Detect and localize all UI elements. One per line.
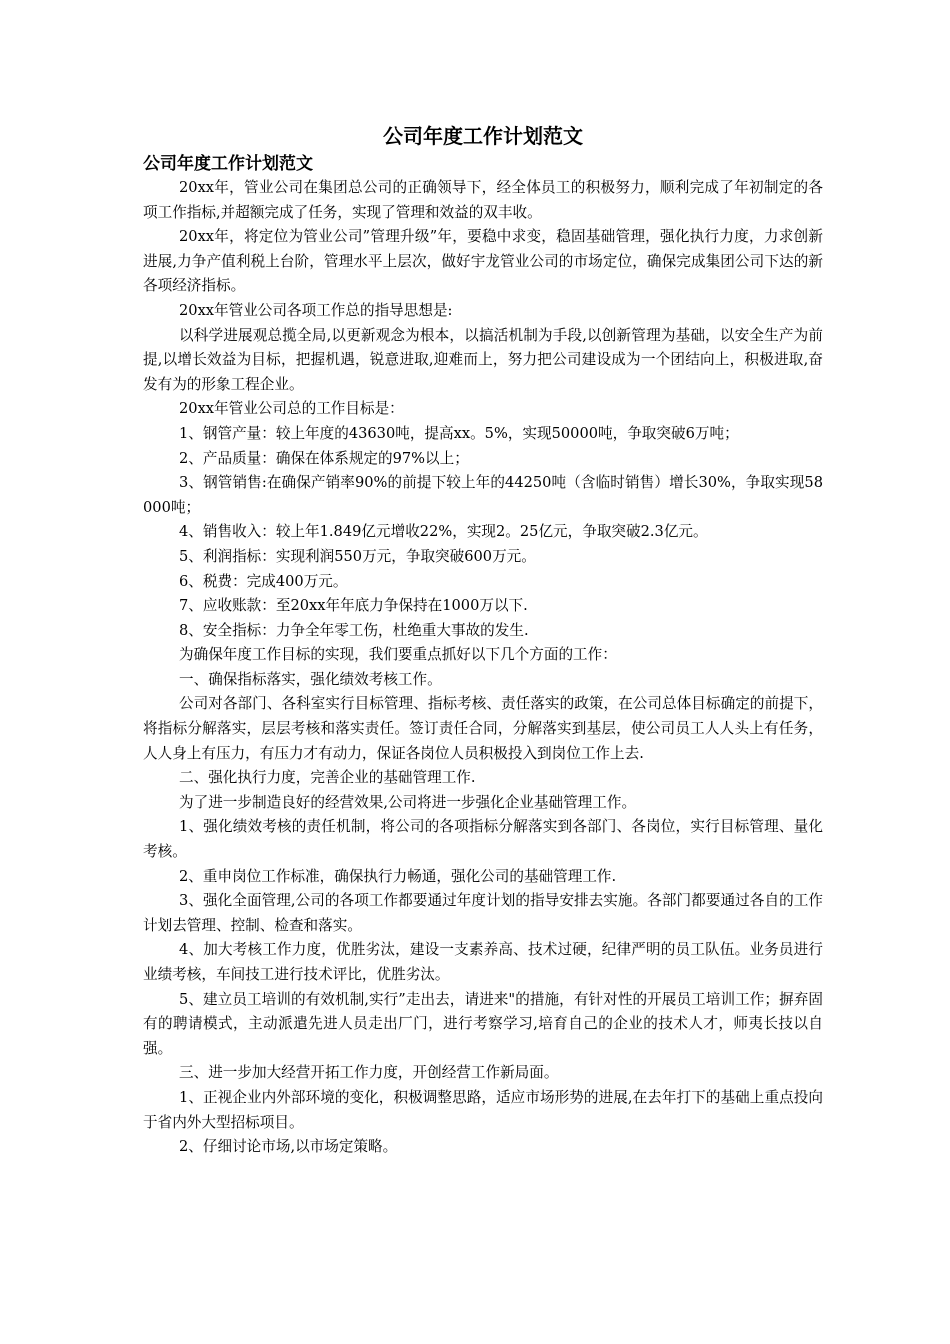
paragraph: 二、强化执行力度，完善企业的基础管理工作. — [179, 769, 476, 787]
paragraph: 3、强化全面管理,公司的各项工作都要通过年度计划的指导安排去实施。各部门都要通过各自的工作计划去管理、控制、检查和落实。 — [143, 892, 823, 934]
paragraph: 一、确保指标落实，强化绩效考核工作。 — [179, 670, 442, 688]
paragraph: 7、应收账款：至20xx年年底力争保持在1000万以下. — [179, 597, 528, 615]
paragraph: 8、安全指标：力争全年零工伤，杜绝重大事故的发生. — [179, 621, 529, 639]
paragraph: 5、建立员工培训的有效机制,实行”走出去，请进来"的措施，有针对性的开展员工培训工作；摒弃固有的聘请模式，主动派遣先进人员走出厂门，进行考察学习,培育自己的企业的技术人才，师夷长技以自强。 — [143, 990, 823, 1057]
paragraph-list — [143, 176, 823, 1160]
paragraph: 5、利润指标：实现利润550万元，争取突破600万元。 — [179, 547, 536, 565]
paragraph: 20xx年管业公司总的工作目标是： — [179, 400, 404, 418]
paragraph: 6、税费：完成400万元。 — [179, 572, 348, 590]
paragraph: 2、产品质量：确保在体系规定的97%以上； — [179, 449, 469, 467]
document-subtitle: 公司年度工作计划范文 — [143, 154, 313, 174]
paragraph: 2、重申岗位工作标准，确保执行力畅通，强化公司的基础管理工作. — [179, 867, 617, 885]
document-title: 公司年度工作计划范文 — [383, 124, 583, 148]
paragraph: 4、加大考核工作力度，优胜劣汰，建设一支素养高、技术过硬，纪律严明的员工队伍。业务员进行业绩考核，车间技工进行技术评比，优胜劣汰。 — [143, 941, 823, 983]
paragraph: 1、钢管产量：较上年度的43630吨，提高xx。5%，实现50000吨，争取突破6万吨； — [179, 424, 739, 442]
paragraph: 为了进一步制造良好的经营效果,公司将进一步强化企业基础管理工作。 — [179, 793, 637, 811]
paragraph: 1、正视企业内外部环境的变化，积极调整思路，适应市场形势的进展,在去年打下的基础上重点投向于省内外大型招标项目。 — [143, 1088, 823, 1131]
paragraph: 1、强化绩效考核的责任机制，将公司的各项指标分解落实到各部门、各岗位，实行目标管理、量化考核。 — [143, 818, 823, 861]
paragraph: 20xx年管业公司各项工作总的指导思想是: — [179, 301, 453, 319]
paragraph: 以科学进展观总揽全局,以更新观念为根本，以搞活机制为手段,以创新管理为基础，以安全生产为前提,以增长效益为目标，把握机遇，锐意进取,迎难而上，努力把公司建设成为一个团结向上，积极进取,奋发有为的形象工程企业。 — [143, 326, 823, 393]
paragraph: 为确保年度工作目标的实现，我们要重点抓好以下几个方面的工作： — [179, 646, 617, 664]
paragraph: 20xx年，管业公司在集团总公司的正确领导下，经全体员工的积极努力，顺利完成了年初制定的各项工作指标,并超额完成了任务，实现了管理和效益的双丰收。 — [143, 179, 823, 221]
paragraph: 三、进一步加大经营开拓工作力度，开创经营工作新局面。 — [179, 1064, 559, 1082]
paragraph: 3、钢管销售:在确保产销率90%的前提下较上年的44250吨（含临时销售）增长30%，争取实现58000吨； — [143, 474, 823, 516]
document-body — [143, 120, 823, 1160]
paragraph: 4、销售收入：较上年1.849亿元增收22%，实现2。25亿元，争取突破2.3亿元。 — [179, 523, 708, 541]
paragraph: 公司对各部门、各科室实行目标管理、指标考核、责任落实的政策，在公司总体目标确定的前提下，将指标分解落实，层层考核和落实责任。签订责任合同，分解落实到基层，使公司员工人人头上有任务，人人身上有压力，有压力才有动力，保证各岗位人员积极投入到岗位工作上去. — [143, 695, 823, 762]
paragraph: 2、仔细讨论市场,以市场定策略。 — [179, 1138, 398, 1156]
paragraph: 20xx年，将定位为管业公司”管理升级”年，要稳中求变，稳固基础管理，强化执行力度，力求创新进展,力争产值利税上台阶，管理水平上层次，做好宇龙管业公司的市场定位，确保完成集团公司下达的新各项经济指标。 — [143, 228, 823, 295]
